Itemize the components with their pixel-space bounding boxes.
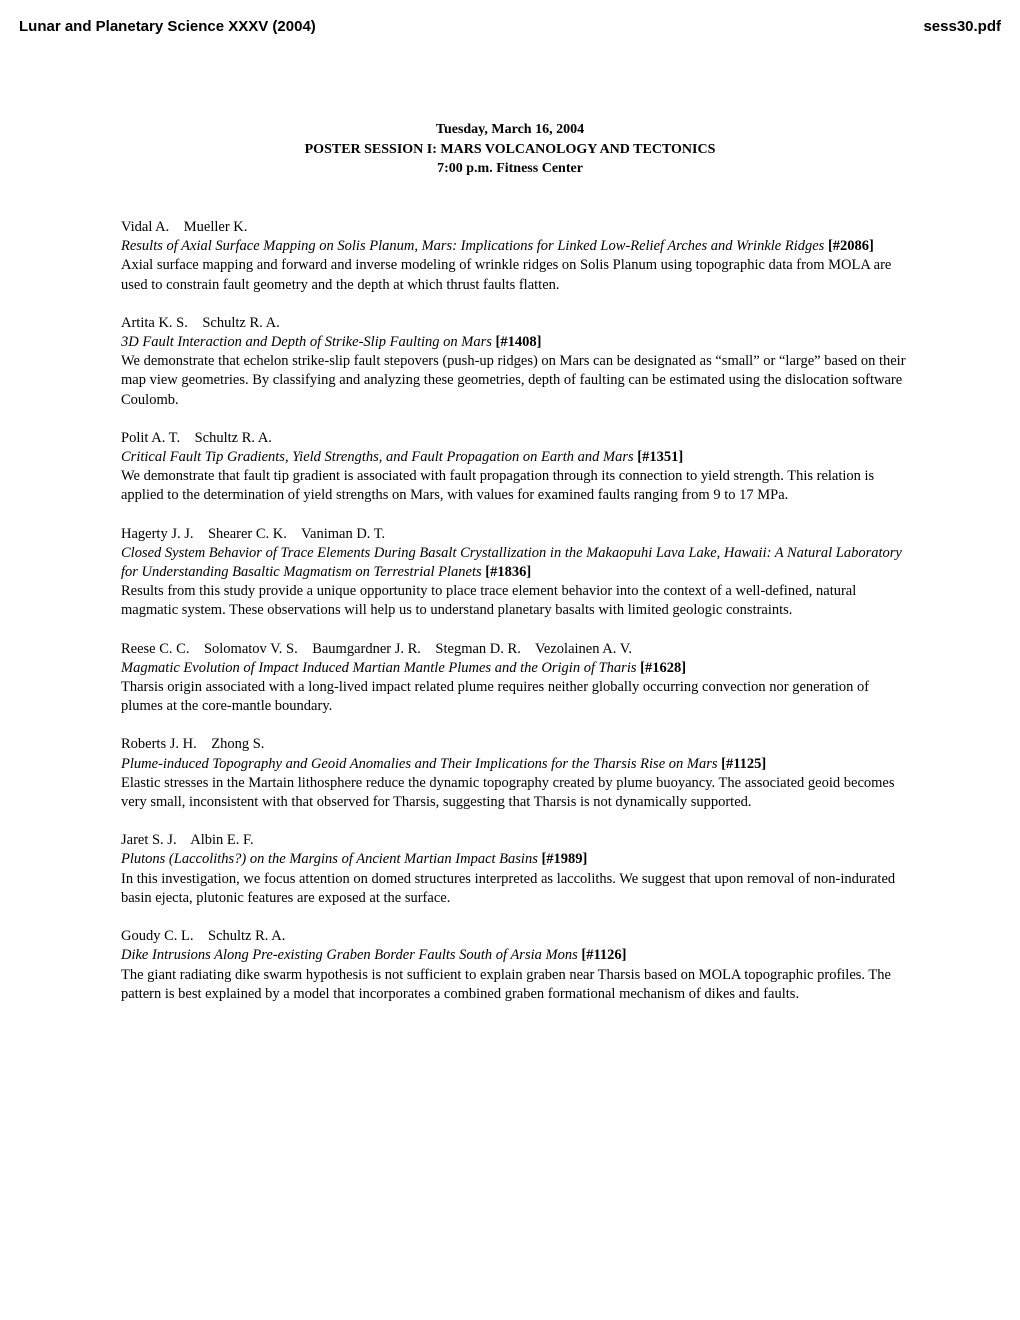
entry-abstract: Results from this study provide a unique opportunity to place trace element behavior into the context of a well-defined, natural magmatic system. These observations will help us to understand planetary basalts with limited geologic constraints.: [121, 583, 857, 619]
entry-authors: Hagerty J. J. Shearer C. K. Vaniman D. T.: [121, 525, 386, 542]
entry-title-line: [121, 333, 911, 352]
entry-title-line: [121, 448, 911, 467]
entry-title: Plume-induced Topography and Geoid Anomalies and Their Implications for the Tharsis Rise on Mars: [121, 755, 718, 772]
entry-title: Results of Axial Surface Mapping on Solis Planum, Mars: Implications for Linked Low-Relief Arches and Wrinkle Ridges: [121, 238, 825, 255]
session-date: Tuesday, March 16, 2004: [435, 122, 585, 137]
entry-abstract: Axial surface mapping and forward and inverse modeling of wrinkle ridges on Solis Planum using topographic data from MOLA are used to constrain fault geometry and the depth at which thrust faults flatten.: [121, 257, 892, 293]
entry-title: Dike Intrusions Along Pre-existing Graben Border Faults South of Arsia Mons: [121, 947, 578, 964]
entry-authors: Artita K. S. Schultz R. A.: [121, 314, 280, 331]
entry-title: Plutons (Laccoliths?) on the Margins of Ancient Martian Impact Basins: [121, 851, 538, 868]
entry-title-line: [121, 659, 911, 678]
entry-title: 3D Fault Interaction and Depth of Strike-Slip Faulting on Mars: [121, 334, 492, 351]
entry-abstract-number: [#1836]: [485, 564, 532, 581]
entry-abstract: Tharsis origin associated with a long-lived impact related plume requires neither globally occurring convection nor generation of plumes at the core-mantle boundary.: [121, 679, 870, 715]
abstract-entry: [121, 314, 911, 410]
entry-abstract: The giant radiating dike swarm hypothesis is not sufficient to explain graben near Tharsis based on MOLA topographic profiles. The pattern is best explained by a model that incorporates a combined graben formational mechanism of dikes and faults.: [121, 966, 891, 1002]
session-title: POSTER SESSION I: MARS VOLCANOLOGY AND TECTONICS: [304, 141, 716, 157]
entry-authors: Vidal A. Mueller K.: [121, 219, 248, 235]
session-heading: [0, 120, 1020, 179]
page-header: [19, 18, 1001, 40]
entry-abstract-number: [#1125]: [721, 755, 767, 772]
entry-authors: Jaret S. J. Albin E. F.: [121, 832, 254, 849]
abstract-entry: [121, 640, 911, 717]
entry-title-line: [121, 946, 911, 965]
abstract-entry: [121, 927, 911, 1004]
conference-title: Lunar and Planetary Science XXXV (2004): [19, 18, 316, 35]
entry-abstract: We demonstrate that echelon strike-slip fault stepovers (push-up ridges) on Mars can be designated as “small” or “large” based on their map view geometries. By classifying and analyzing these geometries, depth of faulting can be estimated using the dislocation software Coulomb.: [121, 353, 906, 408]
abstract-entry: [121, 429, 911, 506]
entry-title-line: [121, 850, 911, 869]
entry-abstract: We demonstrate that fault tip gradient is associated with fault propagation through its connection to yield strength. This relation is applied to the determination of yield strengths on Mars, with values for examined faults ranging from 9 to 17 MPa.: [121, 468, 875, 504]
entry-authors: Polit A. T. Schultz R. A.: [121, 429, 272, 446]
entry-title-line: [121, 237, 911, 256]
entry-title: Closed System Behavior of Trace Elements During Basalt Crystallization in the Makaopuhi Lava Lake, Hawaii: A Natural Laboratory for Understanding Basaltic Magmatism on Terrestrial Planets: [121, 544, 902, 581]
entry-title: Critical Fault Tip Gradients, Yield Strengths, and Fault Propagation on Earth and Mars: [121, 449, 634, 466]
entry-abstract-number: [#1351]: [637, 449, 684, 466]
entry-title: Magmatic Evolution of Impact Induced Martian Mantle Plumes and the Origin of Tharis: [121, 659, 637, 676]
entry-title-line: [121, 544, 911, 582]
abstract-entry: [121, 735, 911, 812]
session-time-place: 7:00 p.m. Fitness Center: [437, 161, 583, 176]
entry-abstract-number: [#1126]: [581, 947, 627, 964]
entry-authors: Roberts J. H. Zhong S.: [121, 736, 265, 753]
abstract-entry: [121, 831, 911, 908]
entry-abstract-number: [#1408]: [495, 334, 542, 351]
abstract-entry: [121, 525, 911, 621]
entry-abstract-number: [#1989]: [541, 851, 588, 868]
entry-title-line: [121, 755, 911, 774]
entry-abstract-number: [#1628]: [640, 659, 687, 676]
entry-abstract: In this investigation, we focus attention on domed structures interpreted as laccoliths. We suggest that upon removal of non-indurated basin ejecta, plutonic features are exposed at the surface.: [121, 870, 896, 906]
entry-abstract-number: [#2086]: [827, 238, 874, 255]
entry-abstract: Elastic stresses in the Martain lithosphere reduce the dynamic topography created by plume buoyancy. The associated geoid becomes very small, inconsistent with that observed for Tharsis, suggesting that Tharsis is not dynamically supported.: [121, 774, 895, 811]
entry-authors: Reese C. C. Solomatov V. S. Baumgardner J. R. Stegman D. R. Vezolainen A. V.: [121, 640, 632, 657]
abstract-list: [121, 218, 911, 1023]
file-name: sess30.pdf: [923, 18, 1001, 35]
abstract-entry: [121, 218, 911, 295]
entry-authors: Goudy C. L. Schultz R. A.: [121, 928, 286, 945]
